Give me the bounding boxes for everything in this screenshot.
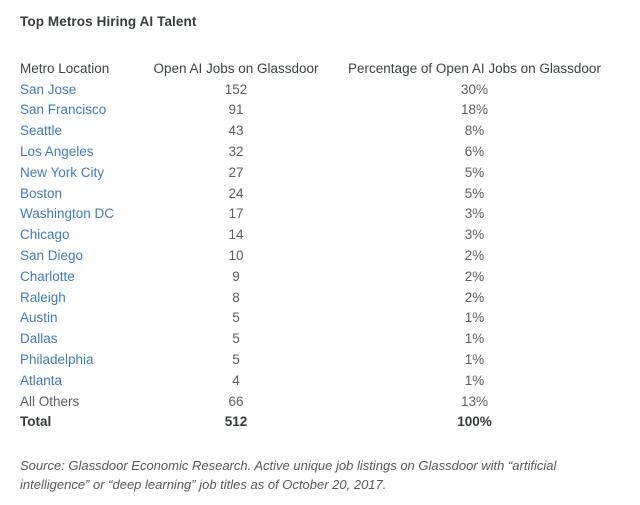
- percentage-value: 8%: [464, 123, 485, 139]
- jobs-value: 152: [224, 81, 248, 97]
- jobs-value: 32: [228, 144, 244, 160]
- total-percentage-value: 100%: [457, 414, 492, 430]
- percentage-value: 1%: [464, 331, 485, 347]
- jobs-value: 10: [228, 248, 244, 264]
- percentage-value: 3%: [464, 206, 485, 222]
- total-label: Total: [20, 414, 52, 430]
- percentage-value: 5%: [464, 185, 485, 201]
- jobs-value: 5: [232, 310, 240, 326]
- percentage-value: 2%: [464, 289, 485, 305]
- percentage-value: 30%: [460, 81, 489, 97]
- percentage-value: 2%: [464, 248, 485, 264]
- metro-link[interactable]: Boston: [20, 185, 63, 201]
- metro-link[interactable]: Chicago: [20, 227, 70, 243]
- metro-link[interactable]: Seattle: [20, 123, 63, 139]
- jobs-value: 8: [232, 289, 240, 305]
- jobs-value: 14: [228, 227, 244, 243]
- percentage-value: 18%: [460, 102, 489, 118]
- jobs-value: 5: [232, 331, 240, 347]
- column-header-jobs: Open AI Jobs on Glassdoor: [153, 60, 319, 76]
- percentage-value: 13%: [460, 393, 489, 409]
- percentage-value: 6%: [464, 144, 485, 160]
- metro-link[interactable]: Dallas: [20, 331, 58, 347]
- metro-link[interactable]: Raleigh: [20, 289, 66, 305]
- percentage-value: 2%: [464, 268, 485, 284]
- jobs-value: 4: [232, 372, 240, 388]
- metro-link[interactable]: San Francisco: [20, 102, 107, 118]
- jobs-value: 17: [228, 206, 244, 222]
- metro-link[interactable]: San Jose: [20, 81, 77, 97]
- percentage-value: 1%: [464, 372, 485, 388]
- jobs-value: 24: [228, 185, 244, 201]
- column-header-percentage: Percentage of Open AI Jobs on Glassdoor: [348, 60, 601, 76]
- jobs-value: 43: [228, 123, 244, 139]
- jobs-value: 9: [232, 268, 240, 284]
- jobs-value: 66: [228, 393, 244, 409]
- metro-link[interactable]: Austin: [20, 310, 58, 326]
- metro-label-all-others: All Others: [20, 393, 80, 409]
- metro-link[interactable]: Los Angeles: [20, 144, 94, 160]
- metro-link[interactable]: Atlanta: [20, 372, 63, 388]
- percentage-value: 1%: [464, 310, 485, 326]
- jobs-value: 5: [232, 352, 240, 368]
- metro-link[interactable]: Charlotte: [20, 268, 75, 284]
- metro-link[interactable]: Washington DC: [20, 206, 115, 222]
- percentage-value: 5%: [464, 164, 485, 180]
- jobs-value: 27: [228, 164, 244, 180]
- total-jobs-value: 512: [224, 414, 248, 430]
- source-note: Source: Glassdoor Economic Research. Active unique job listings on Glassdoor with “artificial intelligence” or “deep learning” job titles as of October 20, 2017.: [20, 458, 557, 492]
- percentage-value: 3%: [464, 227, 485, 243]
- percentage-value: 1%: [464, 352, 485, 368]
- metro-link[interactable]: New York City: [20, 164, 105, 180]
- metro-link[interactable]: San Diego: [20, 248, 84, 264]
- column-header-metro: Metro Location: [20, 60, 110, 76]
- metro-link[interactable]: Philadelphia: [20, 352, 94, 368]
- jobs-value: 91: [228, 102, 244, 118]
- page-title: Top Metros Hiring AI Talent: [20, 14, 197, 29]
- metros-table: [20, 58, 640, 432]
